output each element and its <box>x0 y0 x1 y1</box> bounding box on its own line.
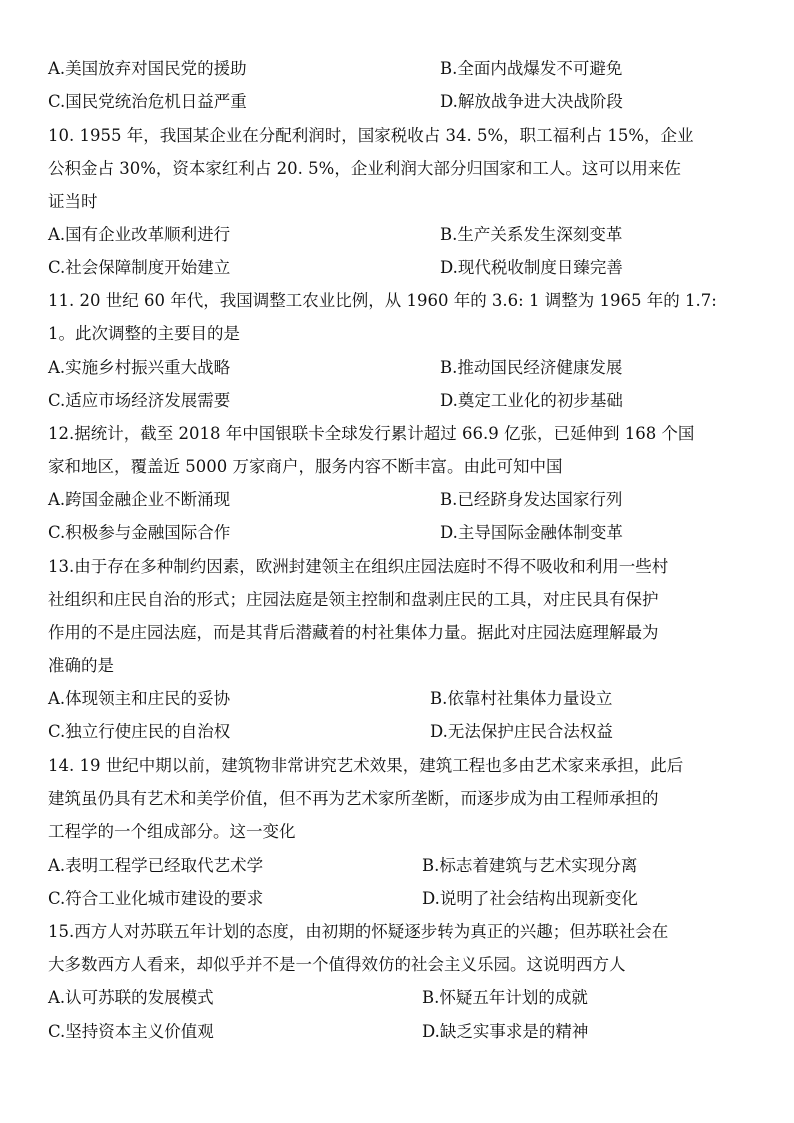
q9-option-c: C.国民党统治危机日益严重 <box>48 92 247 111</box>
q11-option-b: B.推动国民经济健康发展 <box>440 358 623 377</box>
q11-option-d: D.奠定工业化的初步基础 <box>440 391 623 410</box>
q12-option-a: A.跨国金融企业不断涌现 <box>48 490 231 509</box>
q13-stem-line-3: 作用的不是庄园法庭，而是其背后潜藏着的村社集体力量。据此对庄园法庭理解最为 <box>48 623 659 642</box>
q11-stem-line-2: 1。此次调整的主要目的是 <box>48 324 240 343</box>
q15-option-b: B.怀疑五年计划的成就 <box>422 988 588 1007</box>
q10-option-a: A.国有企业改革顺利进行 <box>48 225 231 244</box>
q10-stem-line-3: 证当时 <box>48 192 98 211</box>
q15-option-c: C.坚持资本主义价值观 <box>48 1022 214 1041</box>
q12-option-b: B.已经跻身发达国家行列 <box>440 490 623 509</box>
q10-stem-line-1: 10. 1955 年，我国某企业在分配利润时，国家税收占 34. 5%，职工福利占 15%，企业 <box>48 126 694 145</box>
q10-stem-line-2: 公积金占 30%，资本家红利占 20. 5%，企业利润大部分归国家和工人。这可以用来佐 <box>48 159 681 178</box>
q12-option-d: D.主导国际金融体制变革 <box>440 523 623 542</box>
q10-option-d: D.现代税收制度日臻完善 <box>440 258 623 277</box>
q13-stem-line-2: 社组织和庄民自治的形式；庄园法庭是领主控制和盘剥庄民的工具，对庄民具有保护 <box>48 590 659 609</box>
q12-stem-line-2: 家和地区，覆盖近 5000 万家商户，服务内容不断丰富。由此可知中国 <box>48 457 563 476</box>
q13-option-a: A.体现领主和庄民的妥协 <box>48 689 231 708</box>
q14-stem-line-2: 建筑虽仍具有艺术和美学价值，但不再为艺术家所垄断，而逐步成为由工程师承担的 <box>48 789 659 808</box>
q13-option-b: B.依靠村社集体力量设立 <box>430 689 613 708</box>
q14-option-c: C.符合工业化城市建设的要求 <box>48 889 264 908</box>
q12-stem-line-1: 12.据统计，截至 2018 年中国银联卡全球发行累计超过 66.9 亿张，已延伸到 168 个国 <box>48 424 695 443</box>
q9-option-b: B.全面内战爆发不可避免 <box>440 59 623 78</box>
q12-option-c: C.积极参与金融国际合作 <box>48 523 231 542</box>
q15-option-d: D.缺乏实事求是的精神 <box>422 1022 589 1041</box>
q13-option-c: C.独立行使庄民的自治权 <box>48 722 231 741</box>
q14-stem-line-3: 工程学的一个组成部分。这一变化 <box>48 822 296 841</box>
q10-option-b: B.生产关系发生深刻变革 <box>440 225 623 244</box>
q11-option-a: A.实施乡村振兴重大战略 <box>48 358 231 377</box>
q11-stem-line-1: 11. 20 世纪 60 年代，我国调整工农业比例，从 1960 年的 3.6: 1 调整为 1965 年的 1.7: <box>48 291 717 310</box>
q14-option-b: B.标志着建筑与艺术实现分离 <box>422 856 638 875</box>
q14-option-a: A.表明工程学已经取代艺术学 <box>48 856 264 875</box>
q15-stem-line-2: 大多数西方人看来，却似乎并不是一个值得效仿的社会主义乐园。这说明西方人 <box>48 955 626 974</box>
q14-option-d: D.说明了社会结构出现新变化 <box>422 889 638 908</box>
q9-option-a: A.美国放弃对国民党的援助 <box>48 59 247 78</box>
q13-option-d: D.无法保护庄民合法权益 <box>430 722 613 741</box>
q13-stem-line-1: 13.由于存在多种制约因素，欧洲封建领主在组织庄园法庭时不得不吸收和利用一些村 <box>48 557 669 576</box>
q15-option-a: A.认可苏联的发展模式 <box>48 988 214 1007</box>
q9-option-d: D.解放战争进大决战阶段 <box>440 92 623 111</box>
q10-option-c: C.社会保障制度开始建立 <box>48 258 231 277</box>
q15-stem-line-1: 15.西方人对苏联五年计划的态度，由初期的怀疑逐步转为真正的兴趣；但苏联社会在 <box>48 922 669 941</box>
q13-stem-line-4: 准确的是 <box>48 656 114 675</box>
q11-option-c: C.适应市场经济发展需要 <box>48 391 231 410</box>
q14-stem-line-1: 14. 19 世纪中期以前，建筑物非常讲究艺术效果，建筑工程也多由艺术家来承担，此后 <box>48 756 684 775</box>
